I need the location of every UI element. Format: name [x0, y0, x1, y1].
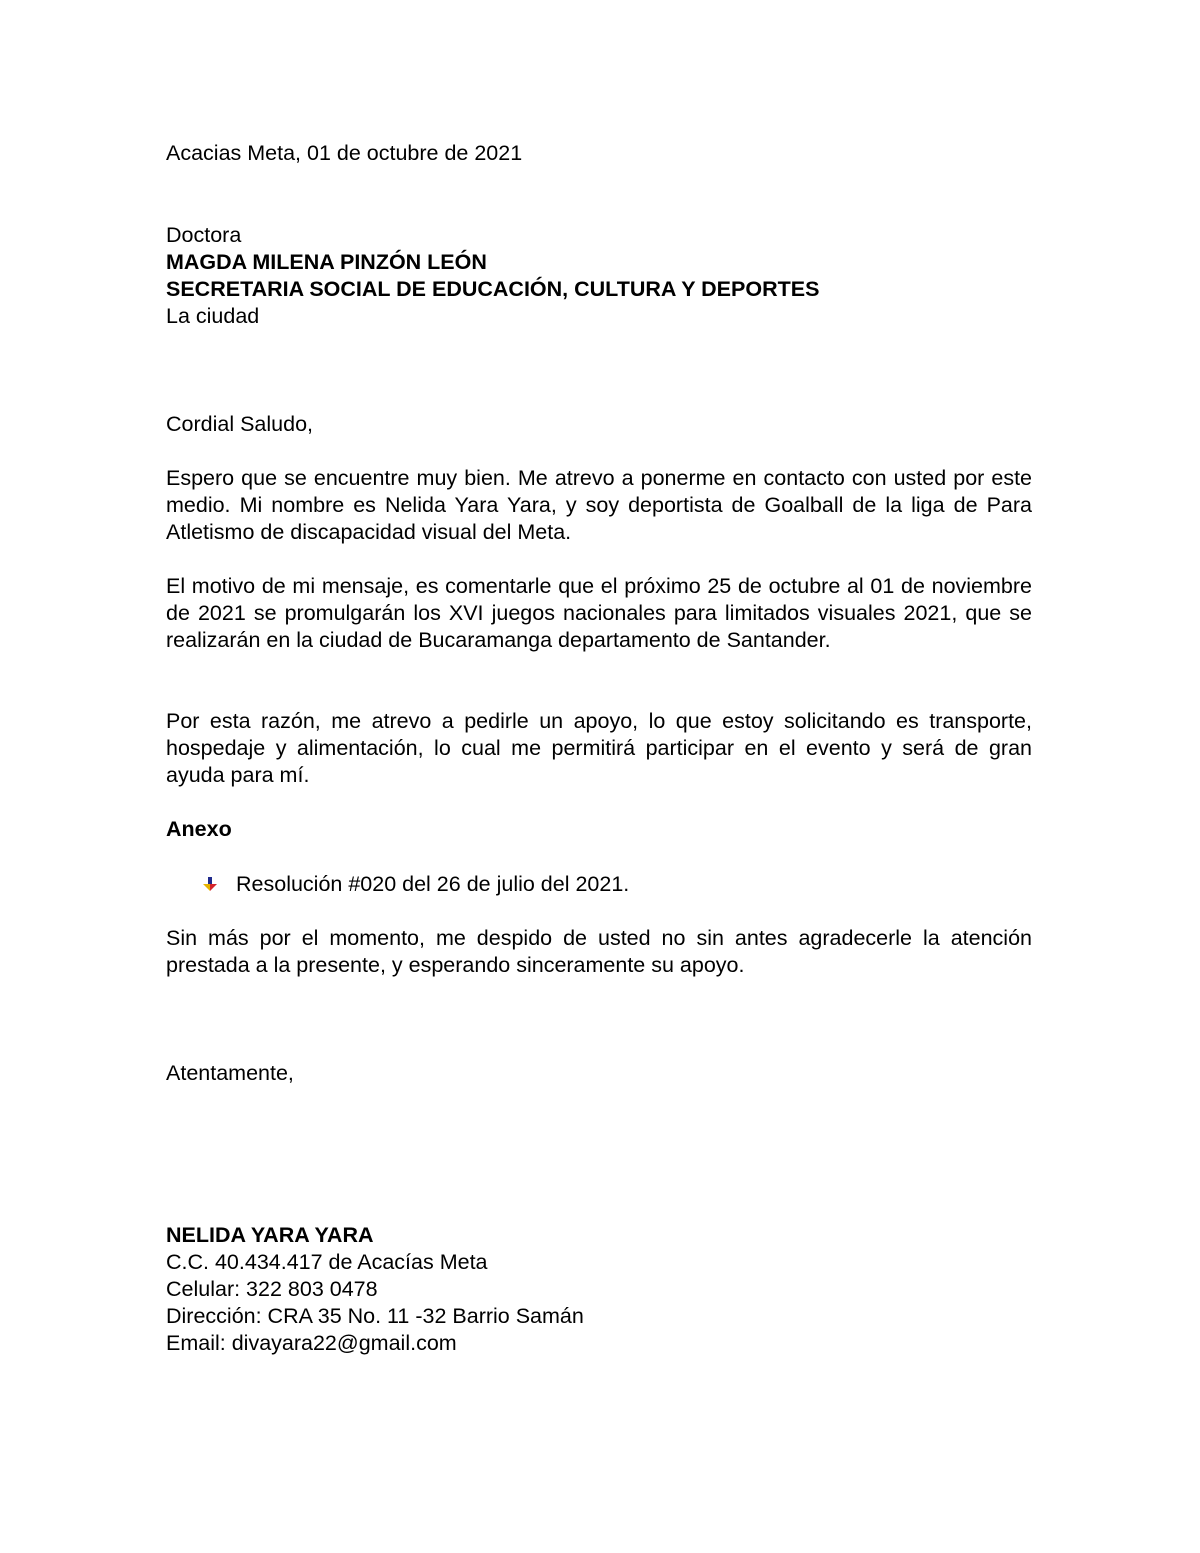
recipient-city: La ciudad	[166, 304, 260, 328]
signature-id: C.C. 40.434.417 de Acacías Meta	[166, 1250, 488, 1274]
body-paragraph-2: El motivo de mi mensaje, es comentarle que el próximo 25 de octubre al 01 de noviembre de 2021 se promulgarán los XVI juegos nacionales para limitados visuales 2021, que se realizarán en la ciudad de Bucaramanga departamento de Santander.	[166, 574, 1032, 652]
signature-address: Dirección: CRA 35 No. 11 -32 Barrio Samán	[166, 1304, 584, 1328]
bullet-arrow-icon	[202, 876, 218, 892]
annex-heading: Anexo	[166, 817, 232, 841]
sign-off: Atentamente,	[166, 1061, 294, 1085]
signature-name: NELIDA YARA YARA	[166, 1223, 374, 1247]
recipient-position: SECRETARIA SOCIAL DE EDUCACIÓN, CULTURA Y DEPORTES	[166, 277, 820, 301]
annex-item: Resolución #020 del 26 de julio del 2021.	[236, 872, 630, 896]
body-paragraph-1: Espero que se encuentre muy bien. Me atrevo a ponerme en contacto con usted por este medio. Mi nombre es Nelida Yara Yara, y soy deportista de Goalball de la liga de Para Atletismo de discapacidad visual del Meta.	[166, 466, 1032, 544]
closing-paragraph: Sin más por el momento, me despido de usted no sin antes agradecerle la atención prestada a la presente, y esperando sinceramente su apoyo.	[166, 926, 1032, 977]
signature-phone: Celular: 322 803 0478	[166, 1277, 378, 1301]
recipient-title: Doctora	[166, 223, 242, 247]
body-paragraph-3: Por esta razón, me atrevo a pedirle un apoyo, lo que estoy solicitando es transporte, hospedaje y alimentación, lo cual me permitirá participar en el evento y será de gran ayuda para mí.	[166, 709, 1032, 787]
recipient-name: MAGDA MILENA PINZÓN LEÓN	[166, 250, 487, 274]
signature-email: Email: divayara22@gmail.com	[166, 1331, 457, 1355]
date-line: Acacias Meta, 01 de octubre de 2021	[166, 141, 523, 165]
greeting: Cordial Saludo,	[166, 412, 314, 436]
